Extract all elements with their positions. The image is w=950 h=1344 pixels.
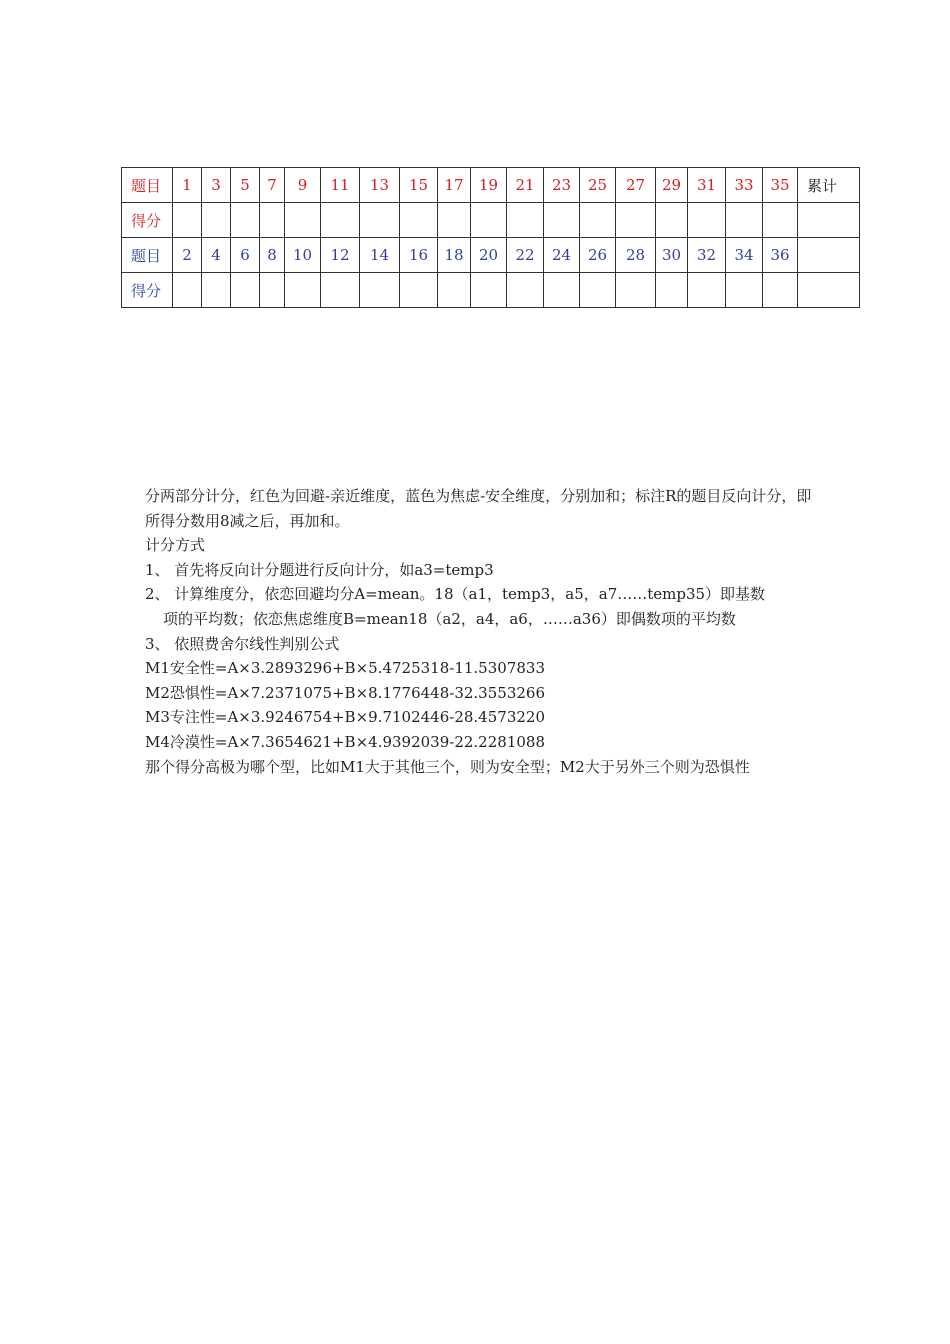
score-cell[interactable] xyxy=(763,273,798,308)
score-cell[interactable] xyxy=(726,273,763,308)
item-cell: 24 xyxy=(544,238,580,273)
item-cell: 27 xyxy=(616,168,656,203)
total-header: 累计 xyxy=(798,168,860,203)
item-cell: 18 xyxy=(438,238,471,273)
score-cell[interactable] xyxy=(726,203,763,238)
score-cell[interactable] xyxy=(285,203,321,238)
item-row-even xyxy=(122,238,860,273)
score-cell[interactable] xyxy=(507,203,544,238)
item-cell: 25 xyxy=(580,168,616,203)
score-cell[interactable] xyxy=(173,273,202,308)
item-cell: 2 xyxy=(173,238,202,273)
section-heading: 计分方式 xyxy=(145,536,206,555)
item-cell: 12 xyxy=(321,238,360,273)
item-cell: 8 xyxy=(260,238,285,273)
score-cell[interactable] xyxy=(438,203,471,238)
score-cell[interactable] xyxy=(616,203,656,238)
score-cell[interactable] xyxy=(580,203,616,238)
score-cell[interactable] xyxy=(360,203,400,238)
score-row-odd xyxy=(122,203,860,238)
item-cell: 21 xyxy=(507,168,544,203)
score-cell[interactable] xyxy=(656,203,688,238)
score-cell[interactable] xyxy=(202,203,231,238)
score-cell[interactable] xyxy=(544,273,580,308)
total-cell[interactable] xyxy=(798,203,860,238)
score-cell[interactable] xyxy=(544,203,580,238)
item-cell: 32 xyxy=(688,238,726,273)
score-cell[interactable] xyxy=(400,273,438,308)
item-cell: 1 xyxy=(173,168,202,203)
score-cell[interactable] xyxy=(471,203,507,238)
item-cell: 35 xyxy=(763,168,798,203)
item-cell: 4 xyxy=(202,238,231,273)
step-2: 2、 计算维度分，依恋回避均分A=mean。18（a1，temp3，a5，a7……temp35）即基数 xyxy=(145,585,766,604)
item-cell: 14 xyxy=(360,238,400,273)
item-cell: 36 xyxy=(763,238,798,273)
item-cell: 31 xyxy=(688,168,726,203)
intro-paragraph: 分两部分计分，红色为回避-亲近维度，蓝色为焦虑-安全维度，分别加和；标注R的题目反向计分，即所得分数用8减之后，再加和。 xyxy=(145,487,812,530)
item-row-odd xyxy=(122,168,860,203)
score-cell[interactable] xyxy=(321,273,360,308)
step-2-continued: 项的平均数；依恋焦虑维度B=mean18（a2，a4，a6，……a36）即偶数项的平均数 xyxy=(163,609,736,628)
item-cell: 26 xyxy=(580,238,616,273)
item-cell: 16 xyxy=(400,238,438,273)
conclusion-paragraph: 那个得分高极为哪个型，比如M1大于其他三个，则为安全型；M2大于另外三个则为恐惧性 xyxy=(145,757,750,776)
formula-m3: M3专注性=A×3.9246754+B×9.7102446-28.4573220 xyxy=(145,708,545,727)
score-cell[interactable] xyxy=(260,203,285,238)
score-cell[interactable] xyxy=(580,273,616,308)
item-cell: 20 xyxy=(471,238,507,273)
item-cell: 30 xyxy=(656,238,688,273)
score-cell[interactable] xyxy=(763,203,798,238)
score-cell[interactable] xyxy=(656,273,688,308)
score-cell[interactable] xyxy=(438,273,471,308)
score-table xyxy=(121,167,860,308)
row-label-score: 得分 xyxy=(122,273,173,308)
item-cell: 19 xyxy=(471,168,507,203)
score-cell[interactable] xyxy=(321,203,360,238)
item-cell: 7 xyxy=(260,168,285,203)
item-cell: 5 xyxy=(231,168,260,203)
item-cell: 11 xyxy=(321,168,360,203)
step-1: 1、 首先将反向计分题进行反向计分，如a3=temp3 xyxy=(145,560,494,579)
score-cell[interactable] xyxy=(173,203,202,238)
score-cell[interactable] xyxy=(231,203,260,238)
row-label-score: 得分 xyxy=(122,203,173,238)
formula-m1: M1安全性=A×3.2893296+B×5.4725318-11.5307833 xyxy=(145,659,545,678)
item-cell: 22 xyxy=(507,238,544,273)
score-cell[interactable] xyxy=(231,273,260,308)
item-cell: 9 xyxy=(285,168,321,203)
score-cell[interactable] xyxy=(688,203,726,238)
total-cell[interactable] xyxy=(798,273,860,308)
item-cell: 6 xyxy=(231,238,260,273)
item-cell: 28 xyxy=(616,238,656,273)
row-label-item: 题目 xyxy=(122,238,173,273)
total-cell[interactable] xyxy=(798,238,860,273)
scoring-notes xyxy=(145,484,825,779)
score-cell[interactable] xyxy=(202,273,231,308)
item-cell: 33 xyxy=(726,168,763,203)
score-cell[interactable] xyxy=(260,273,285,308)
score-cell[interactable] xyxy=(507,273,544,308)
score-cell[interactable] xyxy=(688,273,726,308)
item-cell: 34 xyxy=(726,238,763,273)
score-cell[interactable] xyxy=(471,273,507,308)
row-label-item: 题目 xyxy=(122,168,173,203)
item-cell: 10 xyxy=(285,238,321,273)
item-cell: 3 xyxy=(202,168,231,203)
item-cell: 13 xyxy=(360,168,400,203)
item-cell: 29 xyxy=(656,168,688,203)
score-cell[interactable] xyxy=(400,203,438,238)
score-cell[interactable] xyxy=(285,273,321,308)
step-3: 3、 依照费舍尔线性判别公式 xyxy=(145,634,340,653)
score-cell[interactable] xyxy=(360,273,400,308)
item-cell: 23 xyxy=(544,168,580,203)
score-cell[interactable] xyxy=(616,273,656,308)
item-cell: 15 xyxy=(400,168,438,203)
score-row-even xyxy=(122,273,860,308)
item-cell: 17 xyxy=(438,168,471,203)
formula-m2: M2恐惧性=A×7.2371075+B×8.1776448-32.3553266 xyxy=(145,683,545,702)
formula-m4: M4冷漠性=A×7.3654621+B×4.9392039-22.2281088 xyxy=(145,732,545,751)
